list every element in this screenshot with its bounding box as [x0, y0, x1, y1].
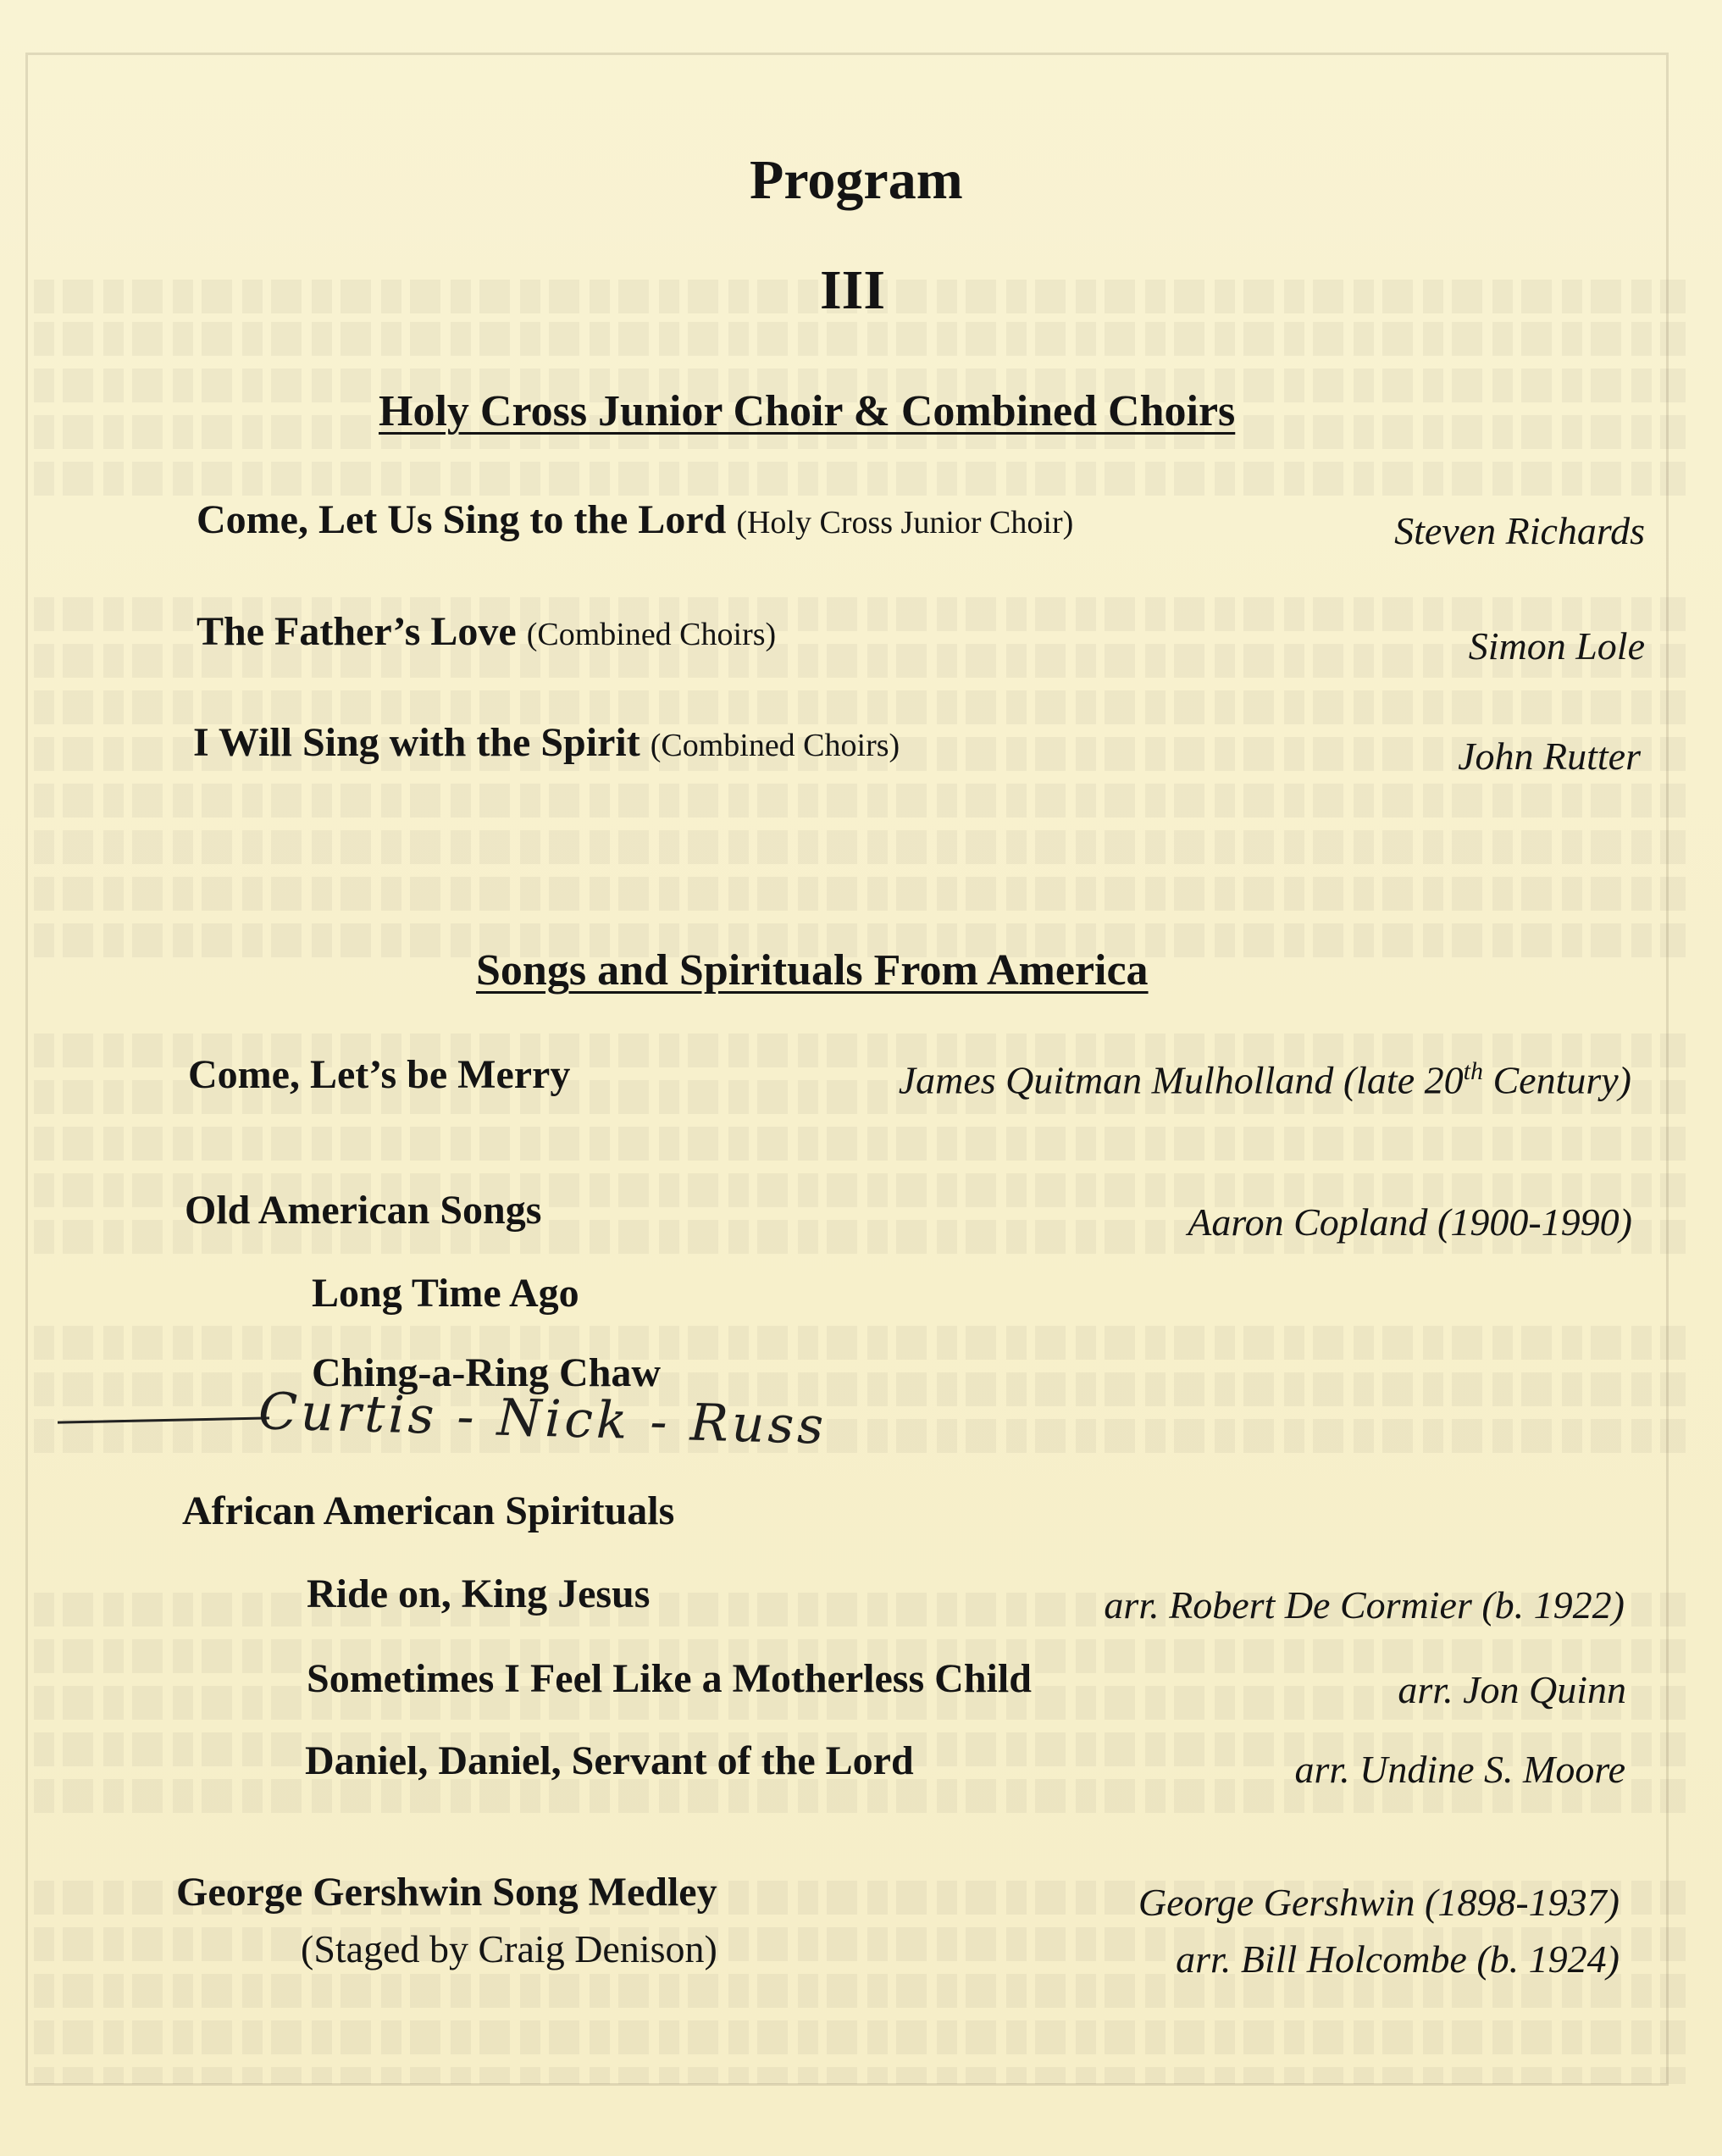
- song-title: George Gershwin Song Medley: [176, 1870, 717, 1915]
- composer: arr. Robert De Cormier (b. 1922): [1104, 1583, 1625, 1627]
- song-title-text: The Father’s Love: [197, 609, 517, 654]
- composer: [899, 1059, 1631, 1100]
- composer: George Gershwin (1898-1937): [1138, 1881, 1620, 1924]
- composer: John Rutter: [1458, 734, 1641, 778]
- song-title: Come, Let’s be Merry: [188, 1052, 571, 1097]
- handwritten-note: Curtis - Nick - Russ: [257, 1382, 828, 1456]
- composer-text-end: Century): [1482, 1058, 1631, 1102]
- song-subtitle: Ching-a-Ring Chaw: [312, 1350, 662, 1395]
- program-part-number: III: [820, 259, 886, 321]
- composer: arr. Undine S. Moore: [1294, 1748, 1625, 1791]
- composer: Steven Richards: [1394, 509, 1645, 552]
- composer-text: James Quitman Mulholland (late 20: [898, 1058, 1464, 1102]
- composer-superscript: th: [1463, 1057, 1483, 1085]
- song-title-text: Come, Let Us Sing to the Lord: [197, 497, 727, 542]
- song-performer-note: (Combined Choirs): [526, 617, 777, 652]
- song-subtitle: Long Time Ago: [312, 1271, 579, 1316]
- song-title-text: I Will Sing with the Spirit: [193, 720, 640, 765]
- song-subtitle: (Staged by Craig Denison): [301, 1927, 717, 1970]
- song-title: Daniel, Daniel, Servant of the Lord: [305, 1738, 914, 1783]
- song-title: [197, 609, 777, 654]
- arranger: arr. Bill Holcombe (b. 1924): [1176, 1937, 1620, 1981]
- composer: arr. Jon Quinn: [1398, 1668, 1626, 1711]
- song-title: Old American Songs: [185, 1188, 542, 1233]
- song-title: [193, 720, 900, 765]
- song-title: Sometimes I Feel Like a Motherless Child: [307, 1656, 1032, 1701]
- section-heading-choirs: Holy Cross Junior Choir & Combined Choirs: [379, 387, 1236, 435]
- composer: Aaron Copland (1900-1990): [1188, 1200, 1632, 1244]
- program-title: Program: [750, 149, 963, 211]
- section-heading-america: Songs and Spirituals From America: [476, 946, 1149, 995]
- song-performer-note: (Holy Cross Junior Choir): [736, 505, 1074, 540]
- song-title: African American Spirituals: [182, 1488, 675, 1533]
- song-performer-note: (Combined Choirs): [650, 728, 900, 763]
- song-title: Ride on, King Jesus: [307, 1571, 651, 1616]
- composer: Simon Lole: [1468, 624, 1645, 668]
- song-title: [197, 497, 1074, 542]
